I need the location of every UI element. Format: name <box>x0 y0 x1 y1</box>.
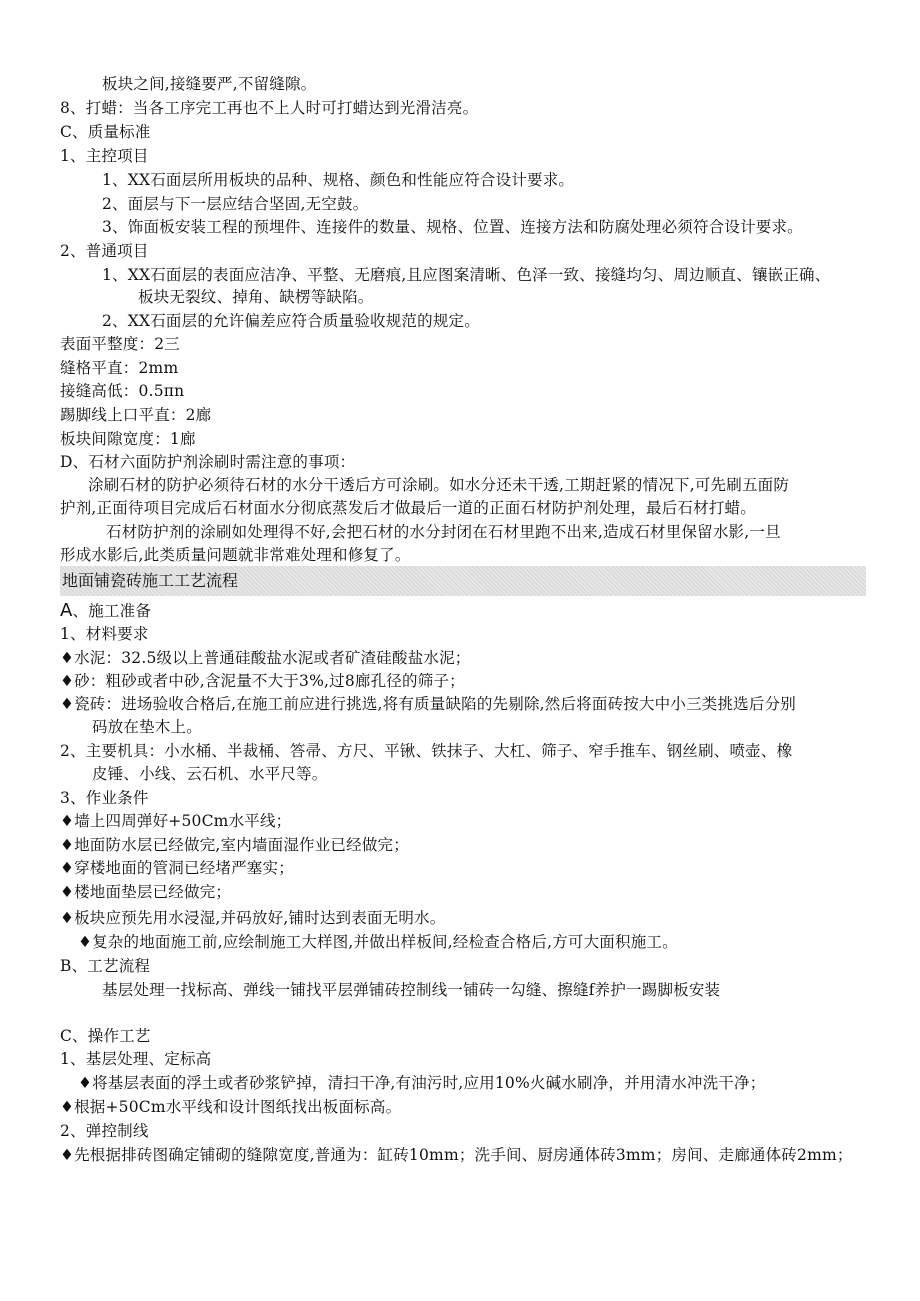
section-heading-text: 、施工准备 <box>72 602 152 620</box>
section-heading: B、工艺流程 <box>60 957 151 975</box>
text-line: 码放在垫木上。 <box>92 718 202 736</box>
text-line: 2、面层与下一层应结合坚固,无空鼓。 <box>102 195 369 213</box>
text-line: 涂刷石材的防护必须待石材的水分干透后方可涂刷。如水分还未干透,工期赶紧的情况下,可先刷五面防 <box>88 476 790 494</box>
list-item: ♦穿楼地面的管洞已经堵严塞实； <box>60 859 294 877</box>
text-line: 板块间隙宽度：1廊 <box>60 430 196 448</box>
list-item: ♦墙上四周弹好+50Cm水平线； <box>60 812 292 830</box>
text-line: 护剂,正面待项目完成后石材面水分彻底蒸发后才做最后一道的正面石材防护剂处理，最后石材打蜡。 <box>60 499 756 517</box>
list-item: ♦板块应预先用水浸湿,并码放好,铺时达到表面无明水。 <box>60 909 446 927</box>
text-line: 形成水影后,此类质量问题就非常难处理和修复了。 <box>60 546 411 564</box>
text-line: 板块之间,接缝要严,不留缝隙。 <box>102 75 317 93</box>
text-line: 8、打蜡：当各工序完工再也不上人时可打蜡达到光滑洁亮。 <box>60 99 479 117</box>
text-line: 皮锤、小线、云石机、水平尺等。 <box>92 765 328 783</box>
text-line: 1、XX石面层所用板块的品种、规格、颜色和性能应符合设计要求。 <box>102 171 575 189</box>
subsection-heading: 3、作业条件 <box>60 789 149 807</box>
text-line: 3、饰面板安装工程的预埋件、连接件的数量、规格、位置、连接方法和防腐处理必须符合设计要求。 <box>102 218 803 236</box>
text-line: 板块无裂纹、掉角、缺楞等缺陷。 <box>138 288 374 306</box>
list-item: ♦瓷砖：进场验收合格后,在施工前应进行挑选,将有质量缺陷的先剔除,然后将面砖按大中小三类挑选后分别 <box>60 695 796 713</box>
list-item: ♦砂：粗砂或者中砂,含泥量不大于3%,过8廊孔径的筛子； <box>60 672 465 690</box>
section-heading: D、石材六面防护剂涂刷时需注意的事项： <box>60 453 356 471</box>
section-banner-title: 地面铺瓷砖施工工艺流程 <box>62 571 239 590</box>
subsection-heading: 1、基层处理、定标高 <box>60 1050 212 1068</box>
list-item: ♦楼地面垫层已经做完； <box>60 883 232 901</box>
subsection-heading: 2、弹控制线 <box>60 1122 149 1140</box>
section-banner <box>60 566 866 596</box>
process-flow-text: 基层处理一找标高、弹线一铺找平层弹铺砖控制线一铺砖一勾缝、擦缝f养护一踢脚板安装 <box>102 981 721 999</box>
list-item: ♦复杂的地面施工前,应绘制施工大样图,并做出样板间,经检查合格后,方可大面积施工。 <box>78 933 678 951</box>
text-line: 1、XX石面层的表面应洁净、平整、无磨痕,且应图案清晰、色泽一致、接缝均匀、周边顺直、镶嵌正确、 <box>102 266 831 284</box>
section-letter: A <box>60 600 73 621</box>
text-line: 2、XX石面层的允许偏差应符合质量验收规范的规定。 <box>102 312 480 330</box>
text-line: 接缝高低：0.5πn <box>60 382 185 400</box>
list-item: ♦将基层表面的浮土或者砂浆铲掉，清扫干净,有油污时,应用10%火碱水刷净，并用清水冲洗干净； <box>78 1074 766 1092</box>
section-heading: C、操作工艺 <box>60 1027 151 1045</box>
subsection-heading: 2、主要机具：小水桶、半裁桶、答帚、方尺、平锹、铁抹子、大杠、筛子、窄手推车、钢丝刷、喷壶、橡 <box>60 742 793 760</box>
subsection-heading: 1、主控项目 <box>60 147 149 165</box>
text-line: 表面平整度：2三 <box>60 335 180 353</box>
list-item: ♦根据+50Cm水平线和设计图纸找出板面标高。 <box>60 1098 402 1116</box>
section-heading <box>60 600 151 622</box>
subsection-heading: 1、材料要求 <box>60 625 149 643</box>
text-line: 踢脚线上口平直：2廊 <box>60 406 212 424</box>
section-heading: C、质量标准 <box>60 123 151 141</box>
list-item: ♦水泥：32.5级以上普通硅酸盐水泥或者矿渣硅酸盐水泥； <box>60 649 471 667</box>
text-line: 缝格平直：2mm <box>60 359 179 377</box>
subsection-heading: 2、普通项目 <box>60 242 149 260</box>
list-item: ♦地面防水层已经做完,室内墙面湿作业已经做完； <box>60 836 409 854</box>
list-item: ♦先根据排砖图确定铺砌的缝隙宽度,普通为：缸砖10mm；洗手间、厨房通体砖3mm；房间、走廊通体砖2mm； <box>60 1146 853 1164</box>
text-line: 石材防护剂的涂刷如处理得不好,会把石材的水分封闭在石材里跑不出来,造成石材里保留水影,一旦 <box>106 523 781 541</box>
